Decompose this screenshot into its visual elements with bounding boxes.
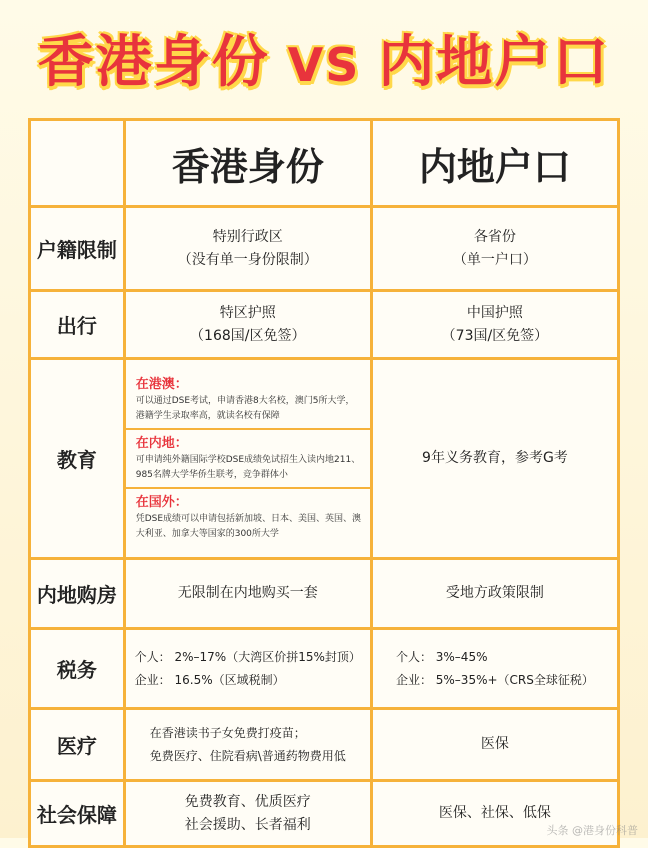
hk-line: 在香港读书子女免费打疫苗； <box>149 725 306 740</box>
mainland-line: 各省份 <box>473 228 516 245</box>
row-label: 出行 <box>30 291 125 359</box>
hk-cell <box>124 629 371 709</box>
header-empty-cell <box>30 120 125 207</box>
education-block-title: 在内地： <box>135 436 188 451</box>
hk-line: 个人： 2%–17%（大湾区价拼15%封顶） <box>134 649 361 664</box>
mainland-line: 中国护照 <box>466 304 523 321</box>
mainland-line: 个人： 3%–45% <box>395 649 488 664</box>
page-title <box>0 18 648 98</box>
hk-line: 特别行政区 <box>212 228 283 245</box>
mainland-line: （73国/区免签） <box>441 327 549 344</box>
mainland-cell <box>371 629 618 709</box>
mainland-line: （单一户口） <box>452 251 537 268</box>
hk-cell <box>124 359 371 559</box>
mainland-cell <box>371 291 618 359</box>
header-hk: 香港身份 <box>124 120 371 207</box>
hk-line: （168国/区免签） <box>190 327 306 344</box>
header-mainland: 内地户口 <box>371 120 618 207</box>
mainland-cell <box>371 207 618 291</box>
title-right: 内地户口 <box>378 30 611 95</box>
watermark: 头条 @港身份科普 <box>546 824 638 837</box>
hk-text-block <box>135 646 361 692</box>
row-label: 社会保障 <box>30 781 125 847</box>
hk-line: 企业： 16.5%（区域税制） <box>134 672 285 687</box>
education-block <box>126 430 370 489</box>
row-label: 税务 <box>30 629 125 709</box>
title-left: 香港身份 <box>37 30 270 95</box>
education-block-desc: 可以通过DSE考试，申请香港8大名校，澳门5所大学，港籍学生录取率高，就读名校有保障 <box>135 396 355 421</box>
mainland-cell: 9年义务教育，参考G考 <box>371 359 618 559</box>
row-label: 医疗 <box>30 709 125 781</box>
row-label: 户籍限制 <box>30 207 125 291</box>
mainland-line: 企业： 5%–35%+（CRS全球征税） <box>395 672 594 687</box>
row-label: 内地购房 <box>30 559 125 629</box>
hk-cell <box>124 291 371 359</box>
hk-cell <box>124 709 371 781</box>
table-row <box>30 359 619 559</box>
education-block-desc: 凭DSE成绩可以申请包括新加坡、日本、美国、英国、澳大利亚、加拿大等国家的300所大学 <box>135 514 362 539</box>
education-block-title: 在国外： <box>135 495 188 510</box>
hk-line: 社会援助、长者福利 <box>184 816 311 833</box>
hk-line: 特区护照 <box>219 304 276 321</box>
table-header-row <box>30 120 619 207</box>
hk-line: 免费医疗、住院看病\普通药物费用低 <box>149 748 346 763</box>
mainland-cell: 医保、社保、低保 <box>371 781 618 847</box>
hk-line: （没有单一身份限制） <box>177 251 318 268</box>
comparison-table <box>28 118 620 848</box>
mainland-text-block <box>396 646 594 692</box>
hk-cell <box>124 781 371 847</box>
hk-text-block <box>150 722 346 768</box>
hk-cell: 无限制在内地购买一套 <box>124 559 371 629</box>
education-blocks <box>126 371 370 546</box>
hk-line: 免费教育、优质医疗 <box>184 793 311 810</box>
mainland-cell: 医保 <box>371 709 618 781</box>
table-row <box>30 709 619 781</box>
table-row <box>30 781 619 847</box>
mainland-cell: 受地方政策限制 <box>371 559 618 629</box>
hk-cell <box>124 207 371 291</box>
title-vs: VS <box>287 38 361 92</box>
table-row <box>30 559 619 629</box>
table-row <box>30 629 619 709</box>
education-block-title: 在港澳： <box>135 377 188 392</box>
row-label: 教育 <box>30 359 125 559</box>
education-block-desc: 可申请纯外籍国际学校DSE成绩免试招生入读内地211、985名牌大学华侨生联考，竞争群体小 <box>135 455 361 480</box>
table-row <box>30 207 619 291</box>
table-row <box>30 291 619 359</box>
education-block <box>126 371 370 430</box>
education-block <box>126 489 370 546</box>
